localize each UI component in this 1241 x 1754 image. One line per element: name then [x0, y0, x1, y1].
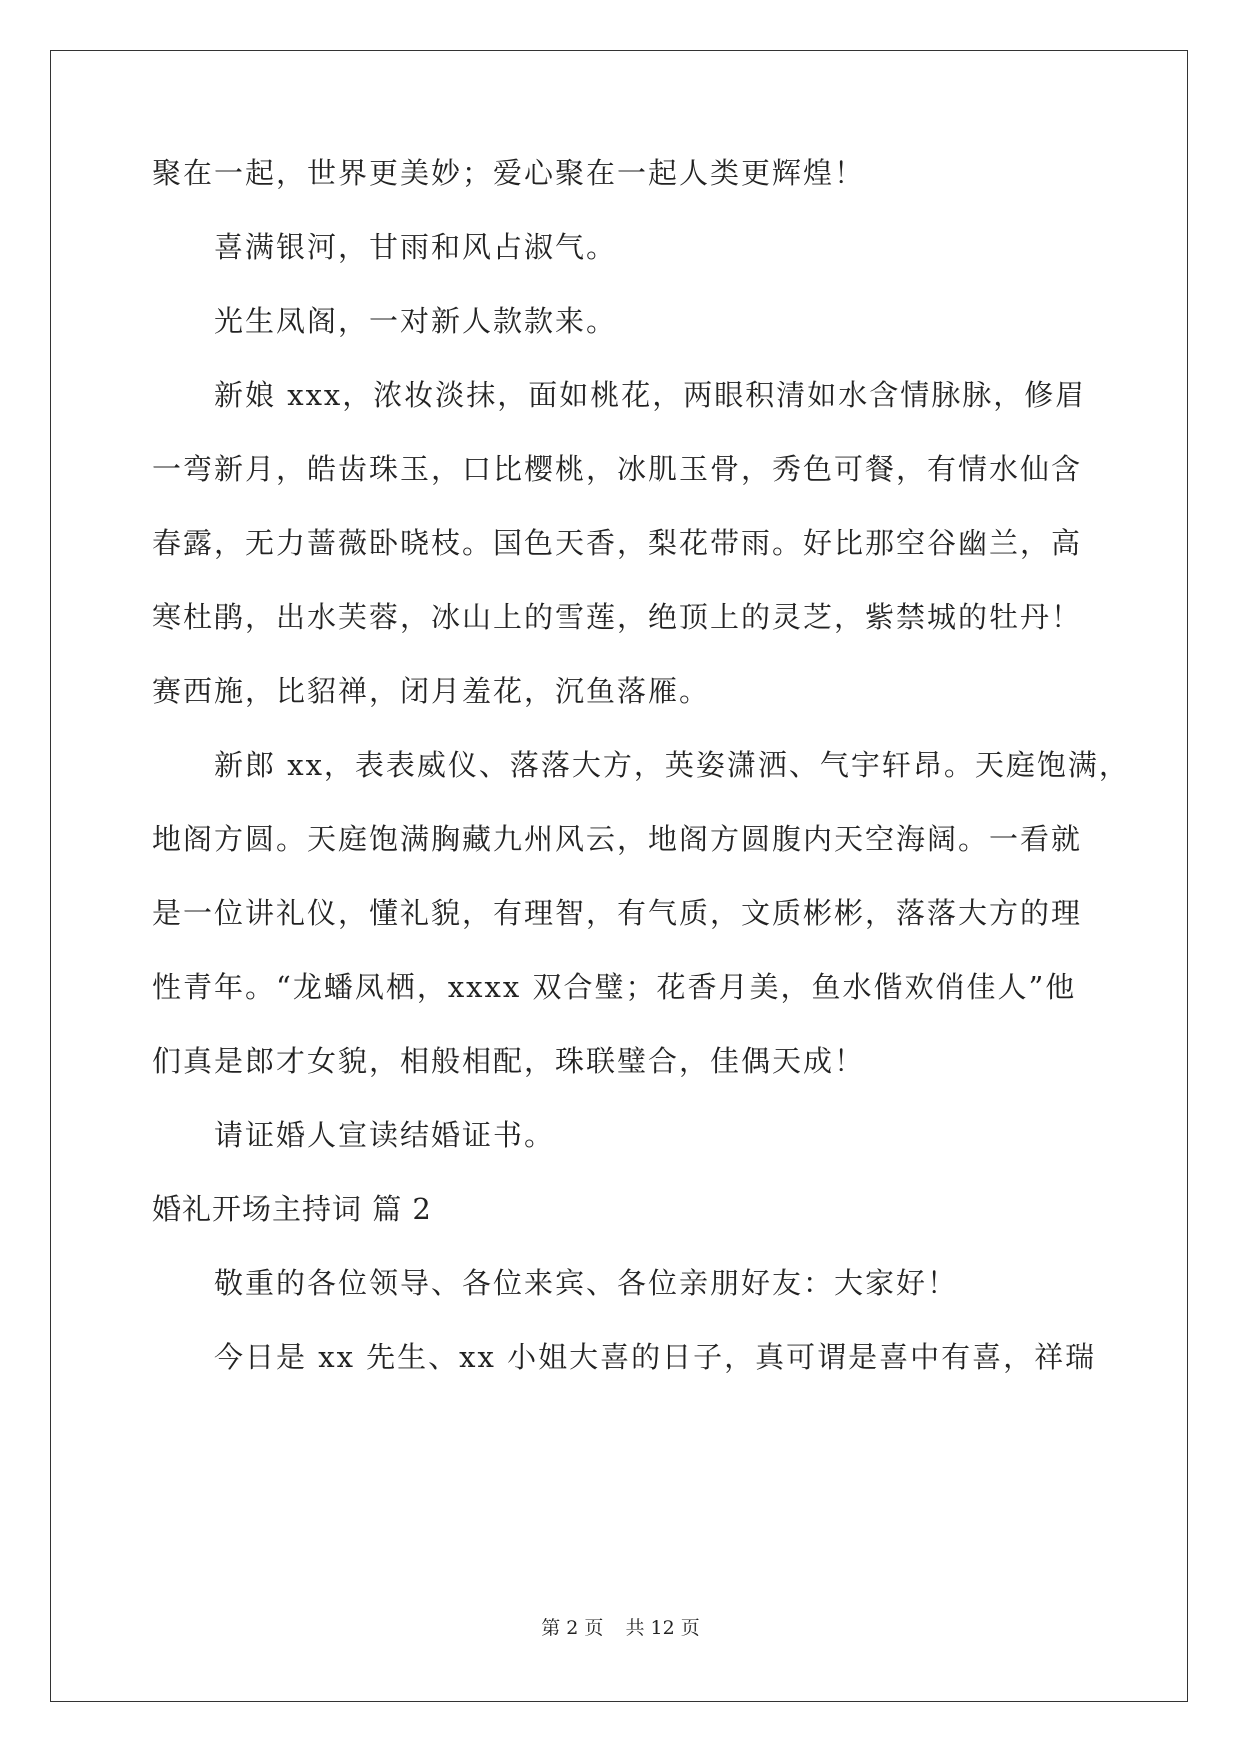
paragraph-line: 新娘 xxx，浓妆淡抹，面如桃花，两眼积清如水含情脉脉，修眉 [214, 378, 1087, 412]
paragraph-line: 春露，无力蔷薇卧晓枝。国色天香，梨花带雨。好比那空谷幽兰，高 [152, 526, 1083, 560]
paragraph-line: 寒杜鹃，出水芙蓉，冰山上的雪莲，绝顶上的灵芝，紫禁城的牡丹！ [152, 600, 1083, 634]
paragraph-line: 是一位讲礼仪，懂礼貌，有理智，有气质，文质彬彬，落落大方的理 [152, 896, 1083, 930]
paragraph-line: 请证婚人宣读结婚证书。 [214, 1118, 556, 1152]
paragraph-line: 们真是郎才女貌，相般相配，珠联璧合，佳偶天成！ [152, 1044, 866, 1078]
paragraph-line: 赛西施，比貂禅，闭月羞花，沉鱼落雁。 [152, 674, 711, 708]
paragraph-line: 喜满银河，甘雨和风占淑气。 [214, 230, 618, 264]
section-heading: 婚礼开场主持词 篇 2 [152, 1192, 432, 1226]
paragraph-line: 光生凤阁，一对新人款款来。 [214, 304, 618, 338]
paragraph-line: 一弯新月，皓齿珠玉，口比樱桃，冰肌玉骨，秀色可餐，有情水仙含 [152, 452, 1083, 486]
paragraph-line: 敬重的各位领导、各位来宾、各位亲朋好友：大家好！ [214, 1266, 959, 1300]
page-border [50, 50, 1188, 1702]
paragraph-line: 新郎 xx，表表威仪、落落大方，英姿潇洒、气宇轩昂。天庭饱满， [214, 748, 1130, 782]
paragraph-line: 地阁方圆。天庭饱满胸藏九州风云，地阁方圆腹内天空海阔。一看就 [152, 822, 1083, 856]
paragraph-line: 今日是 xx 先生、xx 小姐大喜的日子，真可谓是喜中有喜，祥瑞 [214, 1340, 1097, 1374]
page-footer [0, 1613, 1241, 1640]
page-total: 共 12 页 [625, 1617, 700, 1639]
paragraph-line: 性青年。“龙蟠凤栖，xxxx 双合璧；花香月美，鱼水偕欢俏佳人”他 [152, 970, 1077, 1004]
paragraph-line: 聚在一起，世界更美妙；爱心聚在一起人类更辉煌！ [152, 156, 866, 190]
page-number: 第 2 页 [541, 1617, 604, 1639]
